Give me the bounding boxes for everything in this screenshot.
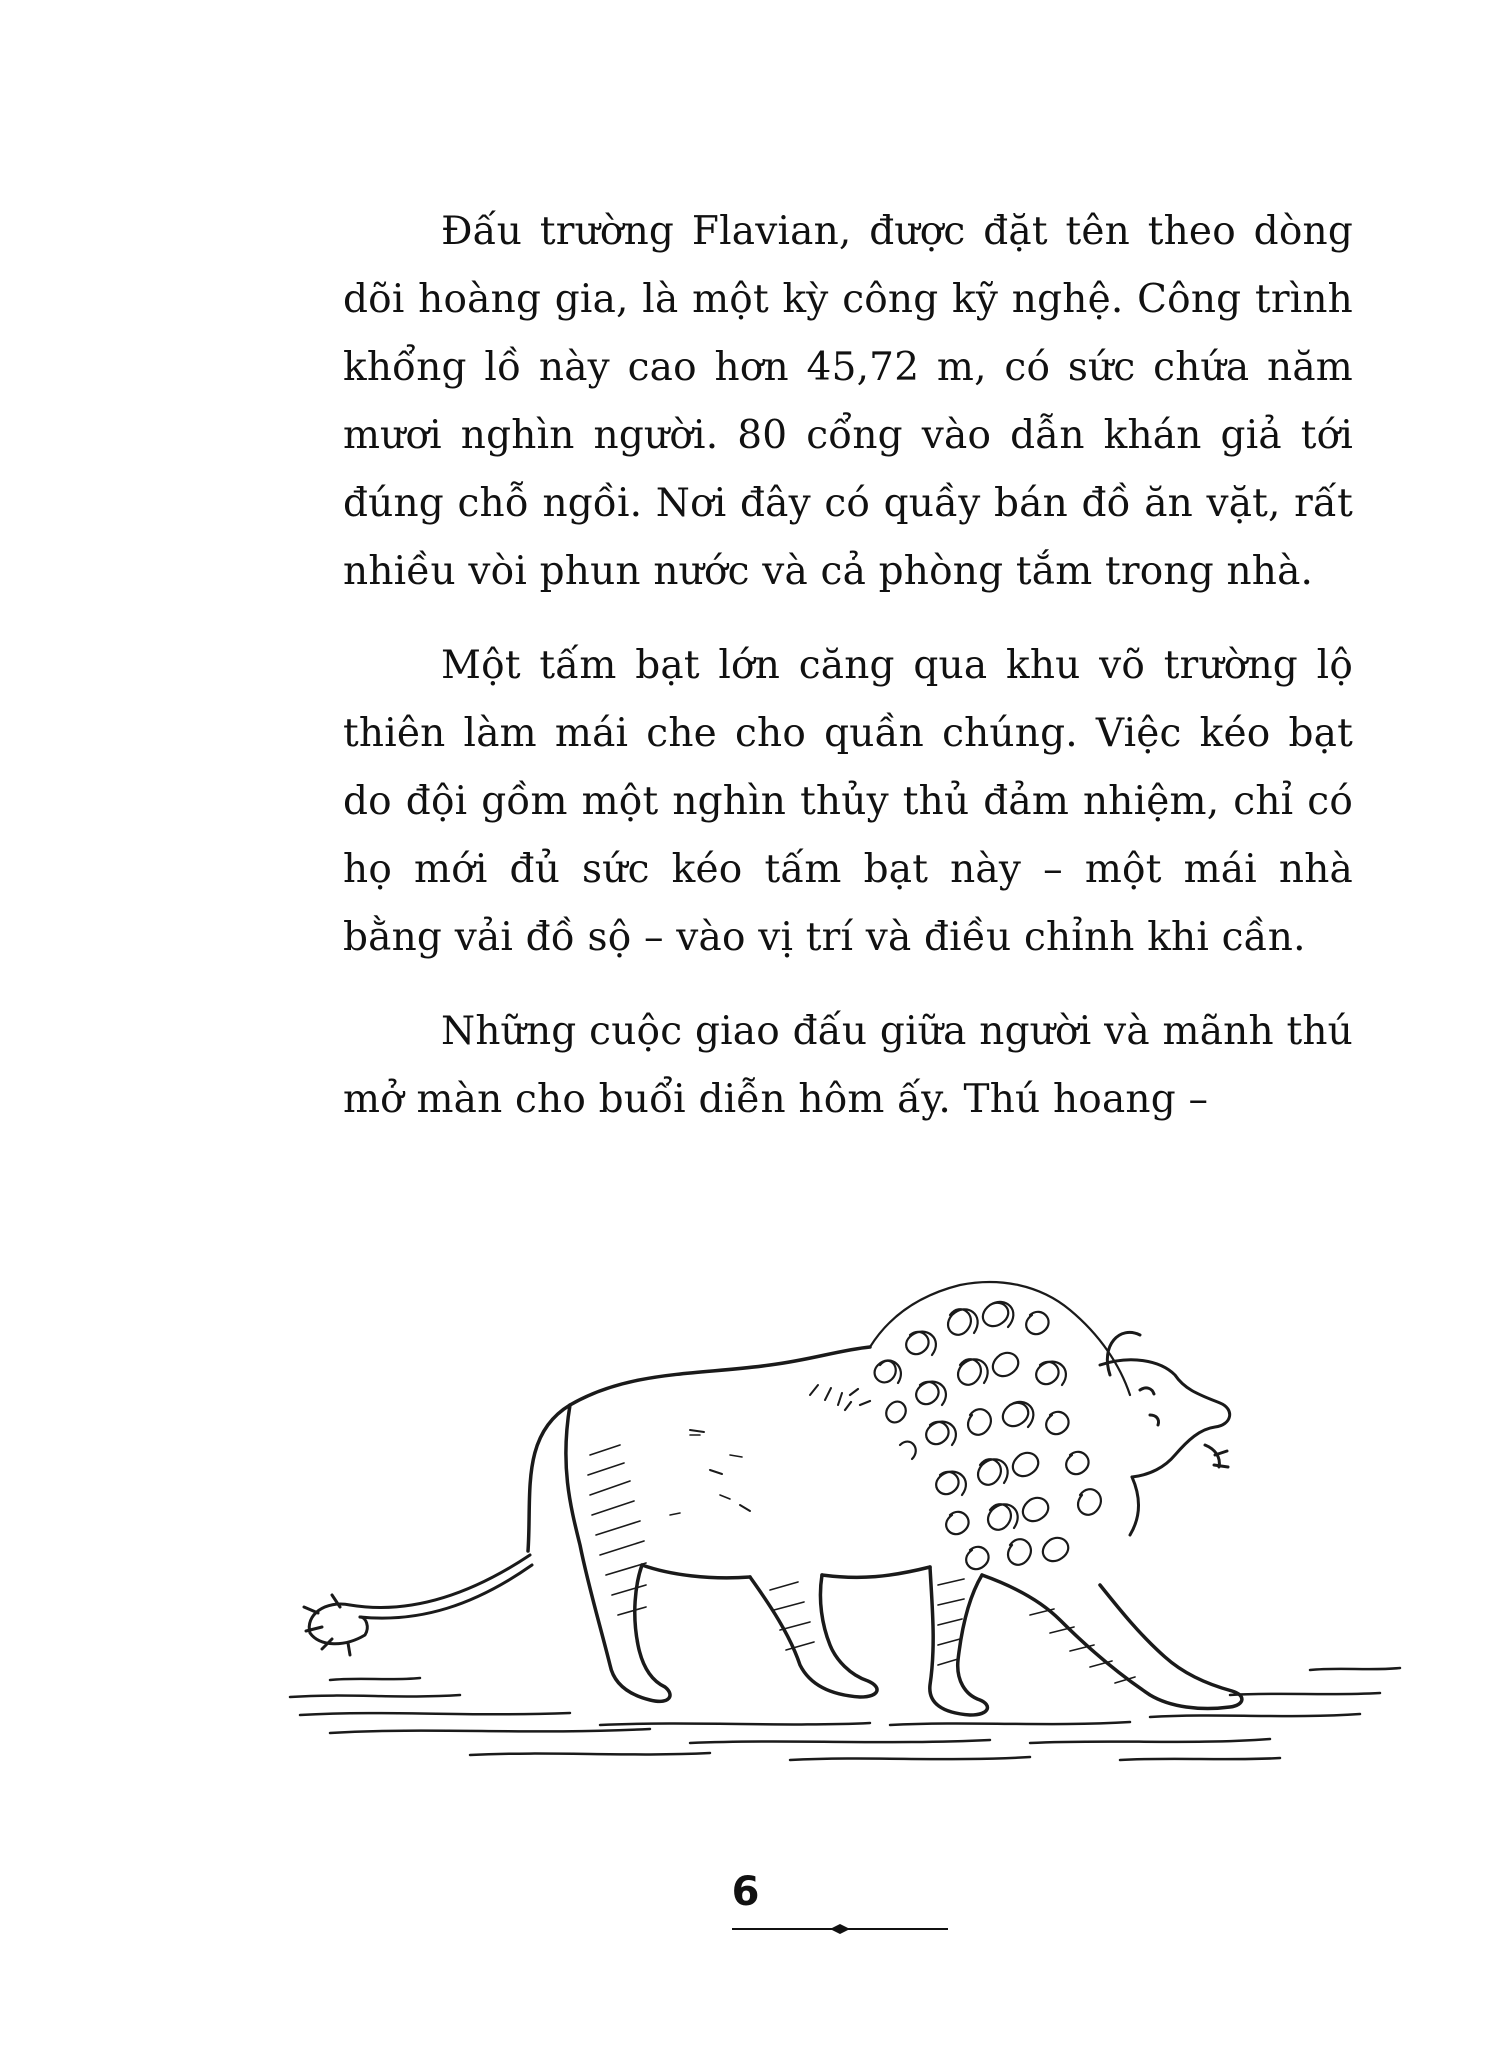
paragraph-2: Một tấm bạt lớn căng qua khu võ trường lộ thiên làm mái che cho quần chúng. Việc kéo bạt do đội gồm một nghìn thủy thủ đảm nhiệm, chỉ có họ mới đủ sức kéo tấm bạt này – một mái nhà bằng vải đồ sộ – vào vị trí và điều chỉnh khi cần. [343, 643, 1353, 960]
page-number: 6 [731, 1869, 760, 1915]
lion-head [1100, 1332, 1230, 1535]
body-text [343, 198, 1353, 1160]
lion-body [528, 1347, 1242, 1715]
paragraph-3: Những cuộc giao đấu giữa người và mãnh thú mở màn cho buổi diễn hôm ấy. Thú hoang – [343, 1009, 1353, 1122]
lion-hair-dashes [690, 1385, 842, 1511]
lion-mane [845, 1282, 1130, 1569]
ground-strokes [290, 1668, 1400, 1760]
lion-illustration-icon [270, 1255, 1450, 1795]
paragraph-1: Đấu trường Flavian, được đặt tên theo dòng dõi hoàng gia, là một kỳ công kỹ nghệ. Công trình khổng lồ này cao hơn 45,72 m, có sức chứa năm mươi nghìn người. 80 cổng vào dẫn khán giả tới đúng chỗ ngồi. Nơi đây có quầy bán đồ ăn vặt, rất nhiều vòi phun nước và cả phòng tắm trong nhà. [343, 209, 1353, 594]
page-number-ornament-icon [730, 1921, 950, 1937]
lion-tail [304, 1555, 532, 1655]
lion-shading [588, 1435, 1135, 1683]
